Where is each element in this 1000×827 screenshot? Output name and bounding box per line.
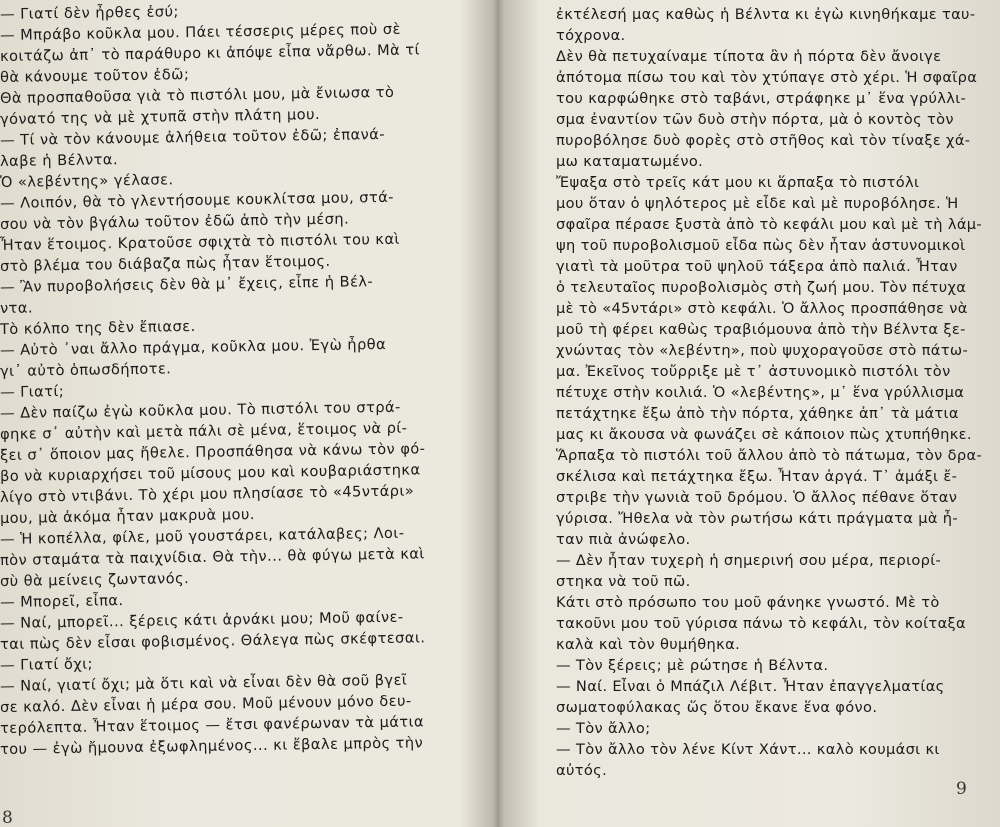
text-line: λίγο στὸ ντιβάνι. Τὸ χέρι μου πλησίασε τὸ «45ντάρι» (0, 482, 415, 506)
text-line: ται πὼς δὲν εἶσαι φοβισμένος. Θάλεγα πὼς σκέφτεσαι. (0, 629, 426, 653)
text-line: — Ναί, μπορεῖ... ξέρεις κάτι ἀρνάκι μου; Μοῦ φαίνε- (0, 608, 404, 632)
left-page-text (0, 4, 478, 760)
text-line: φηκε σ᾽ αὐτὴν καὶ μετὰ πάλι σὲ μένα, ἕτοιμος νὰ ρί- (0, 419, 408, 443)
text-line: — Τὸν ἄλλο; (556, 720, 651, 737)
text-line: γύρισα. Ἤθελα νὰ τὸν ρωτήσω κάτι πράγματα μὰ ἦ- (556, 510, 959, 527)
text-line: πυροβόλησε δυὸ φορὲς στὸ στῆθος καὶ τὸν τίναξε χά- (556, 132, 971, 149)
text-line: λαβε ἡ Βέλντα. (0, 151, 119, 170)
text-line: Ἦταν ἕτοιμος. Κρατοῦσε σφιχτὰ τὸ πιστόλι του καὶ (0, 230, 401, 254)
text-line: μα. Ἐκεῖνος τοὔρριξε μὲ τ᾽ ἀστυνομικὸ πιστόλι τὸν (556, 363, 951, 380)
text-line: του καρφώθηκε στὸ ταβάνι, στράφηκε μ᾽ ἕνα γρύλλι- (556, 90, 967, 107)
text-line: — Μπορεῖ, εἶπα. (0, 592, 124, 611)
text-line: ἀπότομα πίσω του καὶ τὸν χτύπαγε στὸ χέρι. Ἡ σφαῖρα (556, 69, 978, 86)
text-line: — Αὐτὸ ᾽ναι ἄλλο πράγμα, κοῦκλα μου. Ἐγὼ ἦρθα (0, 335, 387, 359)
text-line: τόχρονα. (556, 27, 626, 44)
text-line: τακοῦνι μου τοῦ γύρισα πάνω τὸ κεφάλι, τὸν κοίταξα (556, 615, 966, 632)
text-line: — Ναί. Εἶναι ὁ Μπάζιλ Λέβιτ. Ἦταν ἐπαγγελματίας (556, 678, 945, 695)
text-line: σε καλό. Δὲν εἶναι ἡ μέρα σου. Μοῦ μένουν μόνο δευ- (0, 692, 412, 716)
text-line: — Τὸν ἄλλο τὸν λένε Κίντ Χάντ... καλὸ κουμάσι κι (556, 741, 940, 758)
text-line: Θὰ προσπαθοῦσα γιὰ τὸ πιστόλι μου, μὰ ἔνιωσα τὸ (0, 83, 395, 107)
text-line: Ἔψαξα στὸ τρεῖς κάτ μου κι ἅρπαξα τὸ πιστόλι (556, 174, 920, 191)
text-line: στριβε τὴν γωνιὰ τοῦ δρόμου. Ὁ ἄλλος πέθανε ὅταν (556, 489, 958, 506)
text-line: σφαῖρα πέρασε ξυστὰ ἀπὸ τὸ κεφάλι μου καὶ μὲ τὴ λάμ- (556, 216, 983, 233)
text-line: Ἅρπαξα τὸ πιστόλι τοῦ ἄλλου ἀπὸ τὸ πάτωμα, τὸν δρα- (556, 447, 983, 464)
text-line: — Γιατί; (0, 382, 65, 401)
text-line: σου νὰ τὸν βγάλω τοῦτον ἐδῶ ἀπὸ τὴν μέση. (0, 210, 350, 233)
text-line: Δὲν θὰ πετυχαίναμε τίποτα ἂν ἡ πόρτα δὲν ἄνοιγε (556, 48, 942, 65)
text-line: — Τί νὰ τὸν κάνουμε ἀλήθεια τοῦτον ἐδῶ; ἐπανά- (0, 125, 386, 149)
text-line: μου, μὰ ἀκόμα ἦταν μακρυὰ μου. (0, 505, 255, 527)
text-line: μας κι ἄκουσα νὰ φωνάζει σὲ κάποιον πὼς χτυπήθηκε. (556, 426, 972, 443)
text-line: σὺ θὰ μείνεις ζωντανός. (0, 570, 190, 590)
text-line: θὰ κάνουμε τοῦτον ἐδῶ; (0, 66, 190, 86)
text-line: χνώντας τὸν «λεβέντη», ποὺ ψυχοραγοῦσε στὸ πάτω- (556, 342, 969, 359)
text-line: στηκα νὰ τοῦ πῶ. (556, 573, 691, 590)
text-line: Τὸ κόλπο της δὲν ἔπιασε. (0, 317, 196, 338)
text-line: ψη τοῦ πυροβολισμοῦ εἶδα πὼς δὲν ἦταν ἀστυνομικοὶ (556, 237, 966, 254)
text-line: — Γιατί δὲν ἦρθες ἐσύ; (0, 3, 179, 23)
text-line: — Γιατί ὄχι; (0, 655, 94, 674)
text-line: πὸν σταμάτα τὰ παιχνίδια. Θὰ τὴν... θὰ φύγω μετὰ καὶ (0, 545, 425, 569)
text-line: — Λοιπόν, θὰ τὸ γλεντήσουμε κουκλίτσα μου, στά- (0, 188, 395, 212)
text-line: μου ὅταν ὁ ψηλότερος μὲ εἶδε καὶ μὲ πυροβόλησε. Ἡ (556, 195, 959, 212)
text-line: μω καταματωμένο. (556, 153, 704, 170)
text-line: ἐκτέλεσή μας καθὼς ἡ Βέλντα κι ἐγὼ κινηθήκαμε ταυ- (556, 6, 976, 23)
text-line: — Ἡ κοπέλλα, φίλε, μοῦ γουστάρει, κατάλαβες; Λοι- (0, 524, 405, 548)
text-line: καλὰ καὶ τὸν θυμήθηκα. (556, 636, 741, 653)
text-line: — Μπράβο κοῦκλα μου. Πάει τέσσερις μέρες ποὺ σὲ (0, 20, 402, 44)
text-line: πετάχτηκε ἔξω ἀπὸ τὴν πόρτα, χάθηκε ἀπ᾽ τὰ μάτια (556, 405, 959, 422)
text-line: — Τὸν ξέρεις; μὲ ρώτησε ἡ Βέλντα. (556, 657, 829, 674)
text-line: ξει σ᾽ ὅποιον μας ἤθελε. Προσπάθησα νὰ κάνω τὸν φό- (0, 440, 426, 464)
text-line: στὸ βλέμα του διάβαζα πὼς ἦταν ἕτοιμος. (0, 252, 331, 275)
text-line: Κάτι στὸ πρόσωπο του μοῦ φάνηκε γνωστό. Μὲ τὸ (556, 594, 940, 611)
text-line: ὁ τελευταῖος πυροβολισμὸς στὴ ζωή μου. Τὸν πέτυχα (556, 279, 967, 296)
right-page-number: 9 (956, 779, 967, 799)
text-line: γιατὶ τὰ μοῦτρα τοῦ ψηλοῦ τάξερα ἀπὸ παλιά. Ἦταν (556, 258, 958, 275)
text-line: αὐτός. (556, 762, 608, 779)
text-line: — Δὲν ἦταν τυχερὴ ἡ σημερινή σου μέρα, περιορί- (556, 552, 942, 569)
text-line: τερόλεπτα. Ἦταν ἕτοιμος — ἔτσι φανέρωναν τὰ μάτια (0, 713, 425, 737)
text-line: πέτυχε στὴν κοιλιά. Ὁ «λεβέντης», μ᾽ ἕνα γρύλλισμα (556, 384, 965, 401)
text-line: σμα ἐναντίον τῶν δυὸ στὴν πόρτα, μὰ ὁ κοντὸς τὸν (556, 111, 954, 128)
text-line: κοιτάζω ἀπ᾽ τὸ παράθυρο κι ἀπόψε εἶπα νἄρθω. Μὰ τί (0, 41, 421, 65)
right-page (504, 0, 1000, 827)
left-page-number: 8 (2, 808, 13, 827)
text-line: ντα. (0, 299, 34, 317)
text-line: μὲ τὸ «45ντάρι» στὸ κεφάλι. Ὁ ἄλλος προσπάθησε νὰ (556, 300, 968, 317)
text-line: σκέλισα καὶ πετάχτηκα ἔξω. Ἦταν ἀργά. Τ᾽ ἀμάξι ἔ- (556, 468, 958, 485)
text-line: βο νὰ κυριαρχήσει τοῦ μίσους μου καὶ κουβαριάστηκα (0, 461, 421, 485)
left-page (0, 0, 494, 827)
text-line: — Ἂν πυροβολήσεις δὲν θὰ μ᾽ ἔχεις, εἶπε ἡ Βέλ- (0, 273, 374, 296)
text-line: ταν πιὰ ἀνώφελο. (556, 531, 691, 548)
right-page-text (556, 4, 992, 781)
text-line: γόνατό της νὰ μὲ χτυπᾶ στὴν πλάτη μου. (0, 105, 321, 128)
text-line: μοῦ τὴ φέρει καθὼς τραβιόμουνα ἀπὸ τὴν Βέλντα ξε- (556, 321, 966, 338)
text-line: του — ἐγὼ ἤμουνα ἐξωφλημένος... κι ἔβαλε μπρὸς τὴν (0, 734, 424, 758)
text-line: γι᾽ αὐτὸ ὁπωσδήποτε. (0, 360, 172, 380)
text-line: — Δὲν παίζω ἐγὼ κοῦκλα μου. Τὸ πιστόλι του στρά- (0, 398, 401, 422)
text-line: Ὁ «λεβέντης» γέλασε. (0, 171, 174, 191)
text-line: σωματοφύλακας ὥς ὅτου ἔκανε ἕνα φόνο. (556, 699, 878, 716)
text-line: — Ναί, γιατί ὄχι; μὰ ὅτι καὶ νὰ εἶναι δὲν θὰ σοῦ βγεῖ (0, 671, 408, 695)
